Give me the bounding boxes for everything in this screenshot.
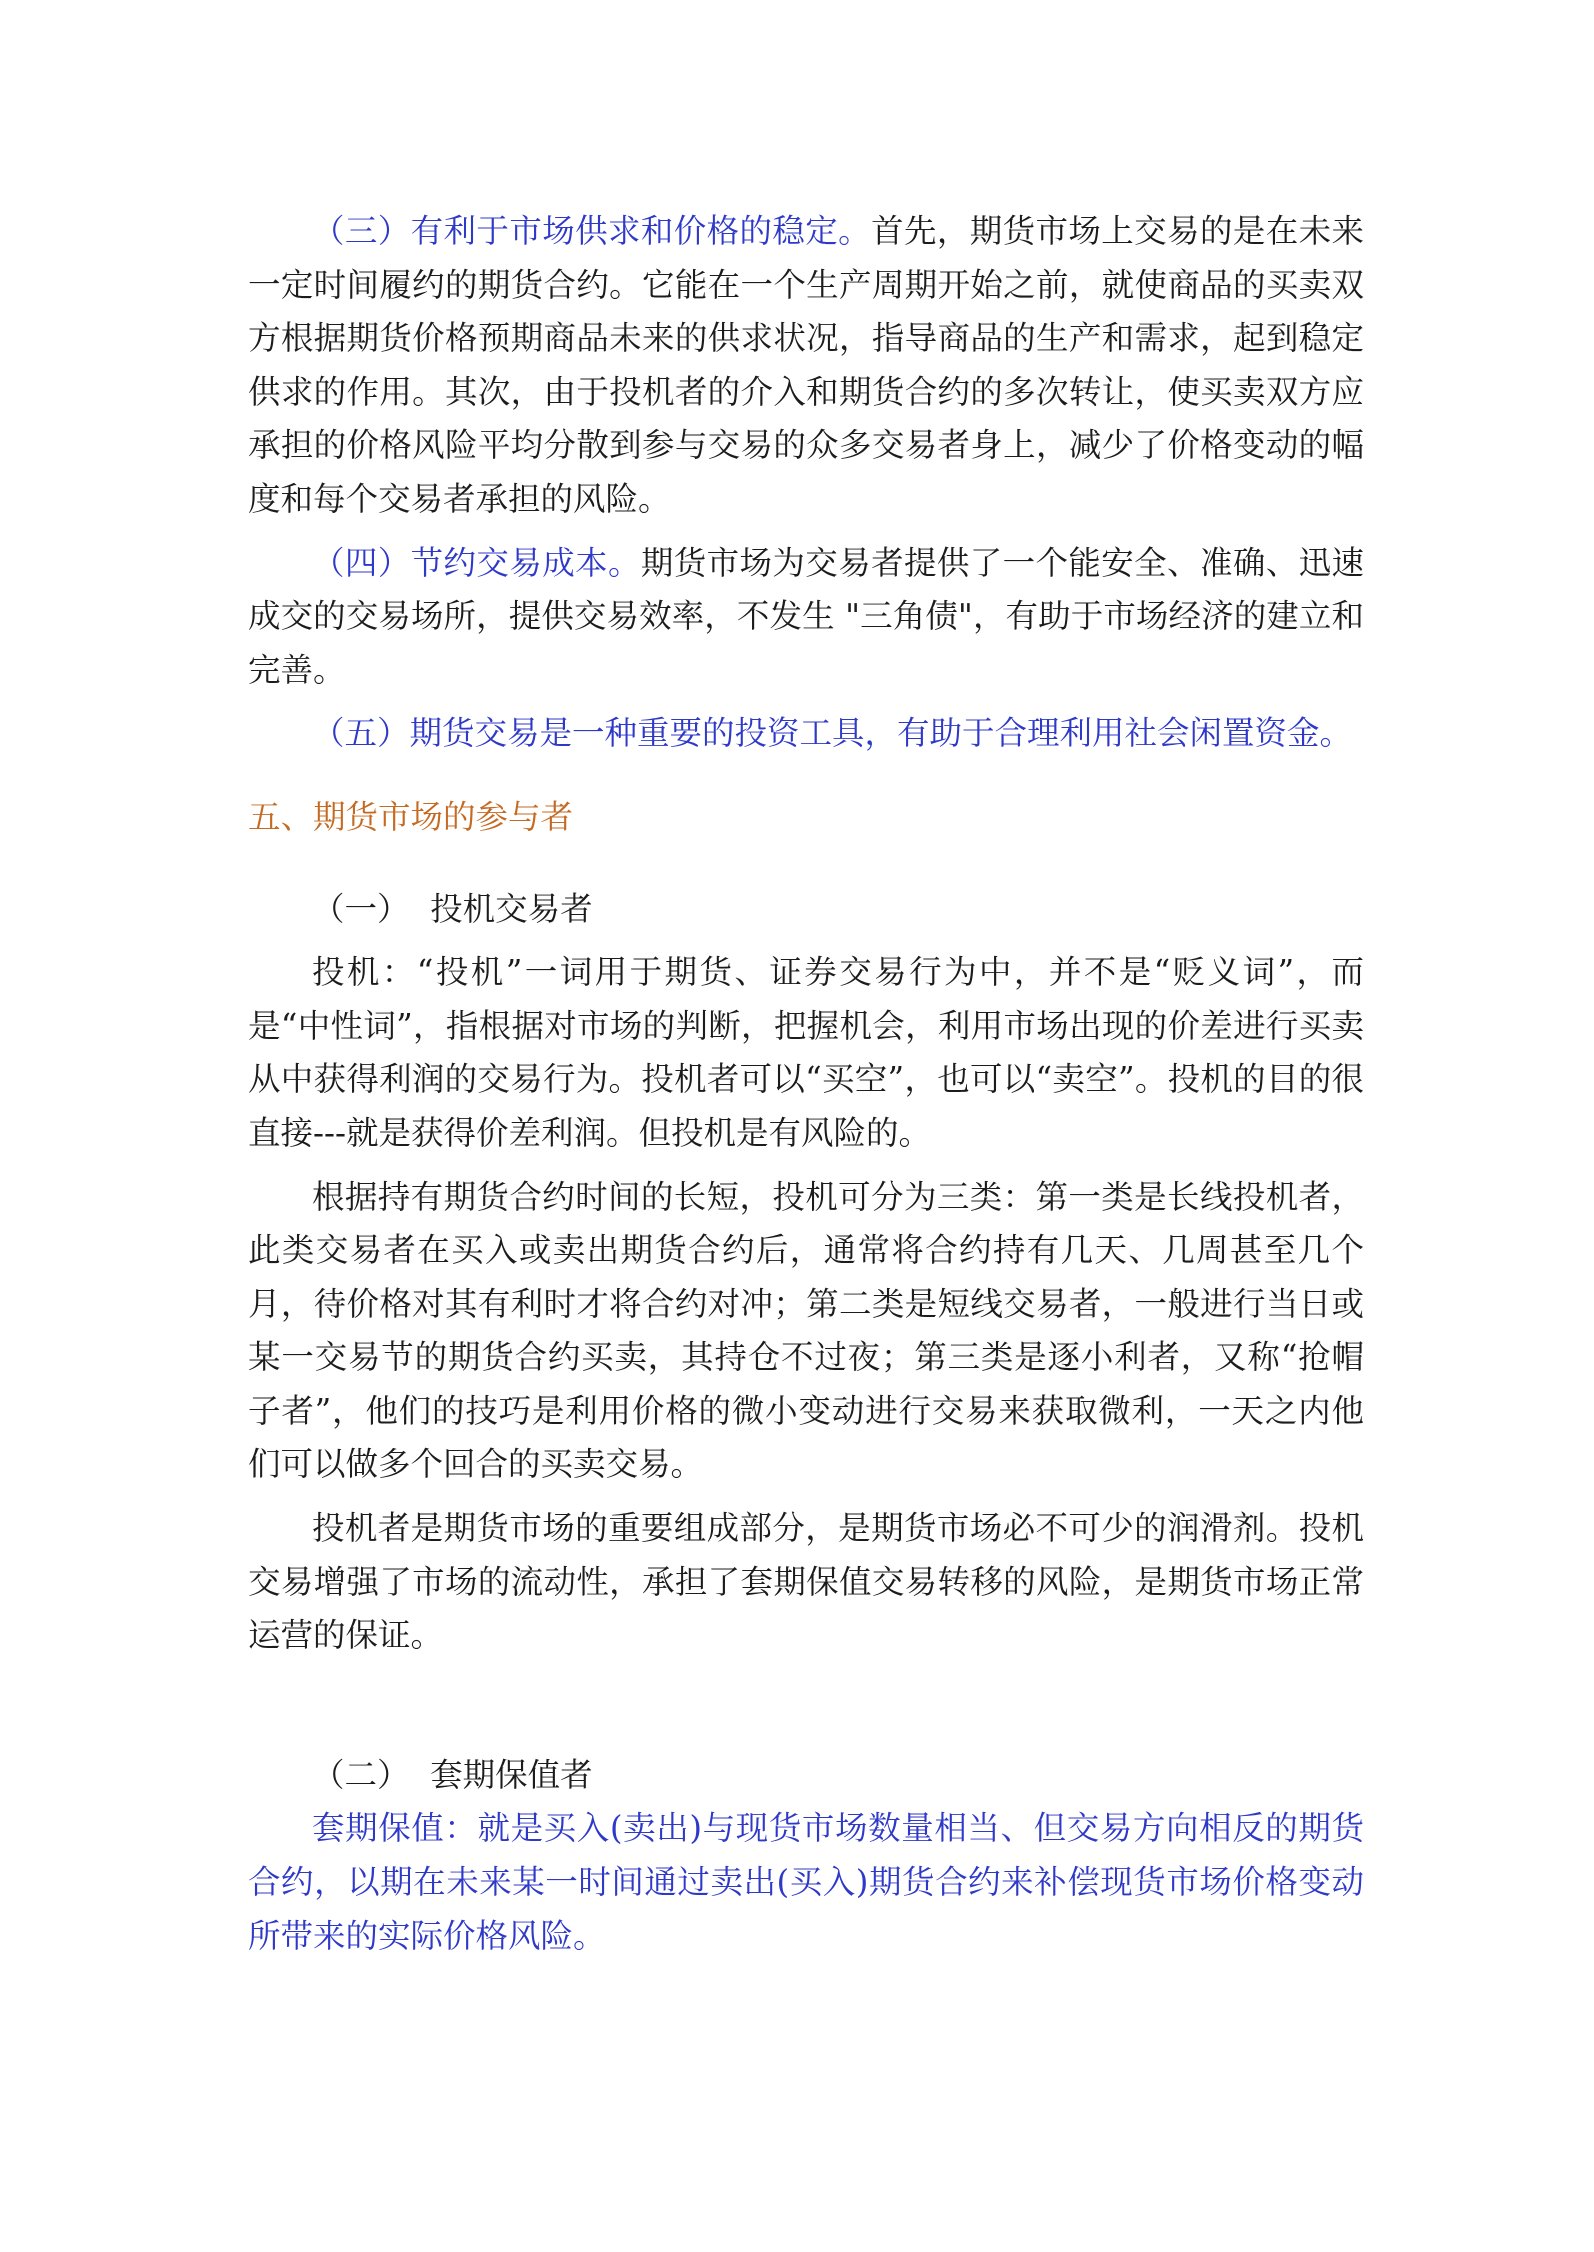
section5-paragraph: （五）期货交易是一种重要的投资工具，有助于合理利用社会闲置资金。 xyxy=(312,714,1353,753)
hedgers-heading: （二） 套期保值者 xyxy=(312,1755,593,1794)
section4-paragraph xyxy=(248,537,1364,698)
speculators-paragraph-1: 投机：“投机”一词用于期货、证券交易行为中，并不是“贬义词”，而是“中性词”，指根据对市场的判断，把握机会，利用市场出现的价差进行买卖从中获得利润的交易行为。投机者可以“买空”，也可以“卖空”。投机的目的很直接---就是获得价差利润。但投机是有风险的。 xyxy=(248,953,1364,1152)
speculators-paragraph-3: 投机者是期货市场的重要组成部分，是期货市场必不可少的润滑剂。投机交易增强了市场的流动性，承担了套期保值交易转移的风险，是期货市场正常运营的保证。 xyxy=(248,1509,1364,1655)
section4-heading: （四）节约交易成本。 xyxy=(312,543,641,582)
section3-heading: （三）有利于市场供求和价格的稳定。 xyxy=(312,212,872,250)
section3-paragraph xyxy=(248,205,1364,527)
chapter5-title: 五、期货市场的参与者 xyxy=(248,797,574,836)
speculators-paragraph-2: 根据持有期货合约时间的长短，投机可分为三类：第一类是长线投机者，此类交易者在买入或卖出期货合约后，通常将合约持有几天、几周甚至几个月，待价格对其有利时才将合约对冲；第二类是短线交易者，一般进行当日或某一交易节的期货合约买卖，其持仓不过夜；第三类是逐小利者，又称“抢帽子者”，他们的技巧是利用价格的微小变动进行交易来获取微利，一天之内他们可以做多个回合的买卖交易。 xyxy=(248,1177,1364,1484)
hedgers-paragraph-1: 套期保值：就是买入(卖出)与现货市场数量相当、但交易方向相反的期货合约，以期在未来某一时间通过卖出(买入)期货合约来补偿现货市场价格变动所带来的实际价格风险。 xyxy=(248,1809,1364,1955)
section4-body: 期货市场为交易者提供了一个能安全、准确、迅速成交的交易场所，提供交易效率，不发生 "三角债"，有助于市场经济的建立和完善。 xyxy=(248,543,1364,689)
speculators-heading: （一） 投机交易者 xyxy=(312,889,593,928)
section3-body: 首先，期货市场上交易的是在未来一定时间履约的期货合约。它能在一个生产周期开始之前，就使商品的买卖双方根据期货价格预期商品未来的供求状况，指导商品的生产和需求，起到稳定供求的作用。其次，由于投机者的介入和期货合约的多次转让，使买卖双方应承担的价格风险平均分散到参与交易的众多交易者身上，减少了价格变动的幅度和每个交易者承担的风险。 xyxy=(248,212,1364,518)
document-body xyxy=(248,205,1364,1963)
